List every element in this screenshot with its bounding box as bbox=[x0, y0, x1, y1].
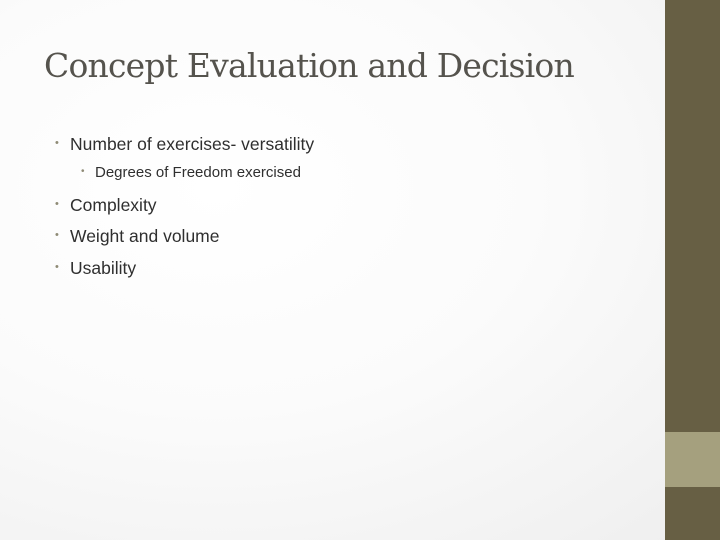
bullet-marker: • bbox=[55, 137, 59, 149]
bullet-item bbox=[55, 195, 157, 216]
bullet-text: Degrees of Freedom exercised bbox=[95, 164, 301, 181]
sub-bullet-item bbox=[81, 164, 301, 181]
bullet-marker: • bbox=[55, 229, 59, 241]
bullet-item bbox=[55, 258, 137, 279]
bullet-marker: • bbox=[55, 261, 59, 273]
bullet-marker: • bbox=[55, 198, 59, 210]
bullet-item bbox=[55, 134, 315, 155]
bullet-item bbox=[55, 226, 220, 247]
bullet-text: Number of exercises- versatility bbox=[70, 134, 315, 154]
bullet-marker: • bbox=[81, 166, 85, 177]
bullet-text: Complexity bbox=[70, 195, 157, 215]
decorative-side-accent bbox=[665, 432, 720, 487]
bullet-text: Usability bbox=[70, 258, 137, 278]
bullet-text: Weight and volume bbox=[70, 226, 220, 246]
slide-title: Concept Evaluation and Decision bbox=[44, 46, 574, 85]
